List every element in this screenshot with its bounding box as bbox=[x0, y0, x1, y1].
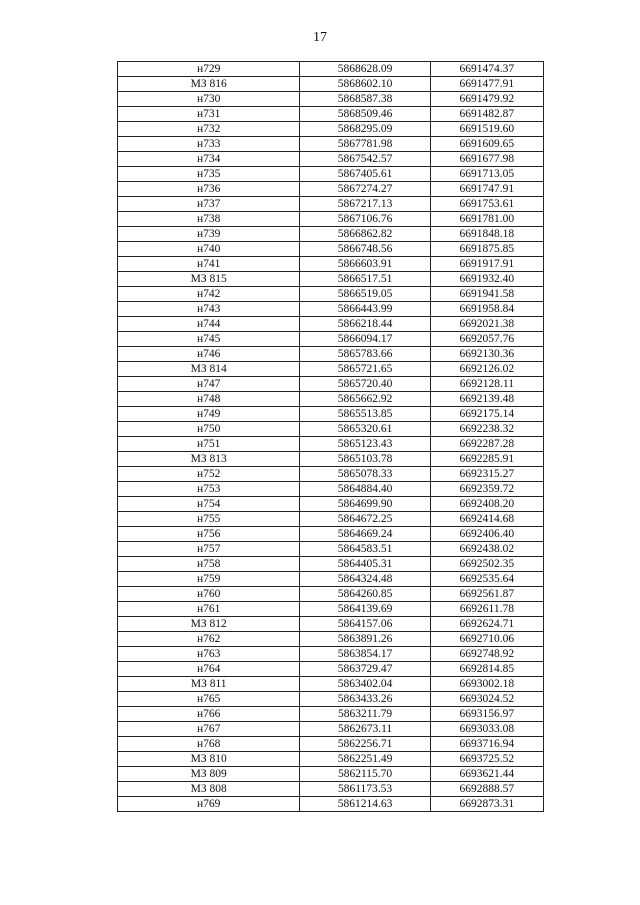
x-coordinate-cell: 5863854.17 bbox=[300, 647, 430, 662]
table-row bbox=[118, 737, 544, 752]
point-name-cell: н736 bbox=[118, 182, 300, 197]
point-name-cell: н758 bbox=[118, 557, 300, 572]
table-row bbox=[118, 242, 544, 257]
point-name-cell: н752 bbox=[118, 467, 300, 482]
point-name-cell: н765 bbox=[118, 692, 300, 707]
y-coordinate-cell: 6692130.36 bbox=[430, 347, 543, 362]
point-name-cell: н745 bbox=[118, 332, 300, 347]
x-coordinate-cell: 5864583.51 bbox=[300, 542, 430, 557]
x-coordinate-cell: 5867781.98 bbox=[300, 137, 430, 152]
y-coordinate-cell: 6691482.87 bbox=[430, 107, 543, 122]
coordinates-table-body bbox=[118, 62, 544, 812]
table-row bbox=[118, 62, 544, 77]
y-coordinate-cell: 6692611.78 bbox=[430, 602, 543, 617]
y-coordinate-cell: 6692359.72 bbox=[430, 482, 543, 497]
table-row bbox=[118, 482, 544, 497]
table-row bbox=[118, 677, 544, 692]
y-coordinate-cell: 6692624.71 bbox=[430, 617, 543, 632]
y-coordinate-cell: 6692408.20 bbox=[430, 497, 543, 512]
y-coordinate-cell: 6692710.06 bbox=[430, 632, 543, 647]
y-coordinate-cell: 6693716.94 bbox=[430, 737, 543, 752]
y-coordinate-cell: 6691747.91 bbox=[430, 182, 543, 197]
x-coordinate-cell: 5865103.78 bbox=[300, 452, 430, 467]
point-name-cell: н753 bbox=[118, 482, 300, 497]
y-coordinate-cell: 6693621.44 bbox=[430, 767, 543, 782]
x-coordinate-cell: 5865078.33 bbox=[300, 467, 430, 482]
table-row bbox=[118, 527, 544, 542]
point-name-cell: н761 bbox=[118, 602, 300, 617]
y-coordinate-cell: 6692748.92 bbox=[430, 647, 543, 662]
table-row bbox=[118, 122, 544, 137]
table-row bbox=[118, 572, 544, 587]
table-row bbox=[118, 767, 544, 782]
point-name-cell: н735 bbox=[118, 167, 300, 182]
table-row bbox=[118, 587, 544, 602]
y-coordinate-cell: 6693156.97 bbox=[430, 707, 543, 722]
y-coordinate-cell: 6692057.76 bbox=[430, 332, 543, 347]
table-row bbox=[118, 332, 544, 347]
x-coordinate-cell: 5861214.63 bbox=[300, 797, 430, 812]
table-row bbox=[118, 692, 544, 707]
x-coordinate-cell: 5865720.40 bbox=[300, 377, 430, 392]
x-coordinate-cell: 5864669.24 bbox=[300, 527, 430, 542]
point-name-cell: н730 bbox=[118, 92, 300, 107]
y-coordinate-cell: 6691958.84 bbox=[430, 302, 543, 317]
point-name-cell: н747 bbox=[118, 377, 300, 392]
y-coordinate-cell: 6692175.14 bbox=[430, 407, 543, 422]
table-row bbox=[118, 782, 544, 797]
x-coordinate-cell: 5866519.05 bbox=[300, 287, 430, 302]
y-coordinate-cell: 6692814.85 bbox=[430, 662, 543, 677]
table-row bbox=[118, 317, 544, 332]
table-row bbox=[118, 707, 544, 722]
table-row bbox=[118, 632, 544, 647]
x-coordinate-cell: 5864324.48 bbox=[300, 572, 430, 587]
point-name-cell: н755 bbox=[118, 512, 300, 527]
x-coordinate-cell: 5863402.04 bbox=[300, 677, 430, 692]
coordinates-table bbox=[117, 61, 544, 812]
x-coordinate-cell: 5865513.85 bbox=[300, 407, 430, 422]
x-coordinate-cell: 5866748.56 bbox=[300, 242, 430, 257]
y-coordinate-cell: 6691781.00 bbox=[430, 212, 543, 227]
x-coordinate-cell: 5864139.69 bbox=[300, 602, 430, 617]
x-coordinate-cell: 5866443.99 bbox=[300, 302, 430, 317]
y-coordinate-cell: 6691713.05 bbox=[430, 167, 543, 182]
x-coordinate-cell: 5868602.10 bbox=[300, 77, 430, 92]
x-coordinate-cell: 5866603.91 bbox=[300, 257, 430, 272]
table-row bbox=[118, 272, 544, 287]
y-coordinate-cell: 6692315.27 bbox=[430, 467, 543, 482]
y-coordinate-cell: 6692414.68 bbox=[430, 512, 543, 527]
point-name-cell: МЗ 809 bbox=[118, 767, 300, 782]
point-name-cell: н734 bbox=[118, 152, 300, 167]
point-name-cell: н741 bbox=[118, 257, 300, 272]
table-row bbox=[118, 752, 544, 767]
point-name-cell: н754 bbox=[118, 497, 300, 512]
x-coordinate-cell: 5868295.09 bbox=[300, 122, 430, 137]
point-name-cell: н766 bbox=[118, 707, 300, 722]
table-row bbox=[118, 92, 544, 107]
y-coordinate-cell: 6692126.02 bbox=[430, 362, 543, 377]
point-name-cell: МЗ 813 bbox=[118, 452, 300, 467]
point-name-cell: МЗ 811 bbox=[118, 677, 300, 692]
y-coordinate-cell: 6691917.91 bbox=[430, 257, 543, 272]
table-row bbox=[118, 287, 544, 302]
y-coordinate-cell: 6692238.32 bbox=[430, 422, 543, 437]
table-row bbox=[118, 422, 544, 437]
x-coordinate-cell: 5864699.90 bbox=[300, 497, 430, 512]
y-coordinate-cell: 6692438.02 bbox=[430, 542, 543, 557]
table-row bbox=[118, 347, 544, 362]
x-coordinate-cell: 5865783.66 bbox=[300, 347, 430, 362]
table-row bbox=[118, 407, 544, 422]
page-number: 17 bbox=[313, 30, 327, 45]
point-name-cell: н748 bbox=[118, 392, 300, 407]
x-coordinate-cell: 5865320.61 bbox=[300, 422, 430, 437]
x-coordinate-cell: 5868587.38 bbox=[300, 92, 430, 107]
point-name-cell: н756 bbox=[118, 527, 300, 542]
x-coordinate-cell: 5867217.13 bbox=[300, 197, 430, 212]
x-coordinate-cell: 5865721.65 bbox=[300, 362, 430, 377]
table-row bbox=[118, 227, 544, 242]
y-coordinate-cell: 6692873.31 bbox=[430, 797, 543, 812]
point-name-cell: н764 bbox=[118, 662, 300, 677]
point-name-cell: н749 bbox=[118, 407, 300, 422]
y-coordinate-cell: 6691848.18 bbox=[430, 227, 543, 242]
point-name-cell: н739 bbox=[118, 227, 300, 242]
point-name-cell: н746 bbox=[118, 347, 300, 362]
point-name-cell: МЗ 814 bbox=[118, 362, 300, 377]
table-row bbox=[118, 167, 544, 182]
point-name-cell: н737 bbox=[118, 197, 300, 212]
x-coordinate-cell: 5863729.47 bbox=[300, 662, 430, 677]
y-coordinate-cell: 6691519.60 bbox=[430, 122, 543, 137]
y-coordinate-cell: 6691479.92 bbox=[430, 92, 543, 107]
y-coordinate-cell: 6692021.38 bbox=[430, 317, 543, 332]
point-name-cell: н750 bbox=[118, 422, 300, 437]
y-coordinate-cell: 6692561.87 bbox=[430, 587, 543, 602]
y-coordinate-cell: 6693002.18 bbox=[430, 677, 543, 692]
table-row bbox=[118, 437, 544, 452]
y-coordinate-cell: 6693725.52 bbox=[430, 752, 543, 767]
y-coordinate-cell: 6692128.11 bbox=[430, 377, 543, 392]
y-coordinate-cell: 6691875.85 bbox=[430, 242, 543, 257]
point-name-cell: н731 bbox=[118, 107, 300, 122]
x-coordinate-cell: 5865662.92 bbox=[300, 392, 430, 407]
y-coordinate-cell: 6691932.40 bbox=[430, 272, 543, 287]
table-row bbox=[118, 542, 544, 557]
table-row bbox=[118, 377, 544, 392]
y-coordinate-cell: 6692406.40 bbox=[430, 527, 543, 542]
table-row bbox=[118, 152, 544, 167]
point-name-cell: н768 bbox=[118, 737, 300, 752]
table-row bbox=[118, 257, 544, 272]
point-name-cell: МЗ 815 bbox=[118, 272, 300, 287]
x-coordinate-cell: 5864260.85 bbox=[300, 587, 430, 602]
table-row bbox=[118, 197, 544, 212]
x-coordinate-cell: 5862256.71 bbox=[300, 737, 430, 752]
table-row bbox=[118, 392, 544, 407]
table-row bbox=[118, 512, 544, 527]
point-name-cell: н769 bbox=[118, 797, 300, 812]
table-row bbox=[118, 722, 544, 737]
x-coordinate-cell: 5868509.46 bbox=[300, 107, 430, 122]
table-row bbox=[118, 302, 544, 317]
point-name-cell: н742 bbox=[118, 287, 300, 302]
point-name-cell: н751 bbox=[118, 437, 300, 452]
x-coordinate-cell: 5866517.51 bbox=[300, 272, 430, 287]
table-row bbox=[118, 452, 544, 467]
table-row bbox=[118, 557, 544, 572]
x-coordinate-cell: 5866094.17 bbox=[300, 332, 430, 347]
point-name-cell: н733 bbox=[118, 137, 300, 152]
x-coordinate-cell: 5867405.61 bbox=[300, 167, 430, 182]
point-name-cell: МЗ 808 bbox=[118, 782, 300, 797]
y-coordinate-cell: 6692285.91 bbox=[430, 452, 543, 467]
x-coordinate-cell: 5866862.82 bbox=[300, 227, 430, 242]
x-coordinate-cell: 5864884.40 bbox=[300, 482, 430, 497]
table-row bbox=[118, 77, 544, 92]
point-name-cell: н740 bbox=[118, 242, 300, 257]
table-row bbox=[118, 497, 544, 512]
point-name-cell: н732 bbox=[118, 122, 300, 137]
point-name-cell: МЗ 816 bbox=[118, 77, 300, 92]
y-coordinate-cell: 6691677.98 bbox=[430, 152, 543, 167]
table-row bbox=[118, 362, 544, 377]
x-coordinate-cell: 5867106.76 bbox=[300, 212, 430, 227]
x-coordinate-cell: 5867542.57 bbox=[300, 152, 430, 167]
x-coordinate-cell: 5861173.53 bbox=[300, 782, 430, 797]
point-name-cell: н763 bbox=[118, 647, 300, 662]
x-coordinate-cell: 5862115.70 bbox=[300, 767, 430, 782]
x-coordinate-cell: 5862673.11 bbox=[300, 722, 430, 737]
x-coordinate-cell: 5864157.06 bbox=[300, 617, 430, 632]
point-name-cell: н743 bbox=[118, 302, 300, 317]
point-name-cell: МЗ 810 bbox=[118, 752, 300, 767]
x-coordinate-cell: 5863891.26 bbox=[300, 632, 430, 647]
table-row bbox=[118, 212, 544, 227]
table-row bbox=[118, 602, 544, 617]
x-coordinate-cell: 5862251.49 bbox=[300, 752, 430, 767]
point-name-cell: н738 bbox=[118, 212, 300, 227]
y-coordinate-cell: 6692139.48 bbox=[430, 392, 543, 407]
table-row bbox=[118, 647, 544, 662]
y-coordinate-cell: 6691609.65 bbox=[430, 137, 543, 152]
point-name-cell: н757 bbox=[118, 542, 300, 557]
x-coordinate-cell: 5863211.79 bbox=[300, 707, 430, 722]
point-name-cell: н762 bbox=[118, 632, 300, 647]
point-name-cell: МЗ 812 bbox=[118, 617, 300, 632]
table-row bbox=[118, 137, 544, 152]
x-coordinate-cell: 5865123.43 bbox=[300, 437, 430, 452]
point-name-cell: н760 bbox=[118, 587, 300, 602]
x-coordinate-cell: 5866218.44 bbox=[300, 317, 430, 332]
y-coordinate-cell: 6693033.08 bbox=[430, 722, 543, 737]
point-name-cell: н729 bbox=[118, 62, 300, 77]
table-row bbox=[118, 617, 544, 632]
x-coordinate-cell: 5868628.09 bbox=[300, 62, 430, 77]
table-row bbox=[118, 662, 544, 677]
y-coordinate-cell: 6692888.57 bbox=[430, 782, 543, 797]
y-coordinate-cell: 6692502.35 bbox=[430, 557, 543, 572]
table-row bbox=[118, 107, 544, 122]
y-coordinate-cell: 6692287.28 bbox=[430, 437, 543, 452]
table-row bbox=[118, 182, 544, 197]
table-row bbox=[118, 467, 544, 482]
y-coordinate-cell: 6692535.64 bbox=[430, 572, 543, 587]
x-coordinate-cell: 5863433.26 bbox=[300, 692, 430, 707]
x-coordinate-cell: 5867274.27 bbox=[300, 182, 430, 197]
table-row bbox=[118, 797, 544, 812]
x-coordinate-cell: 5864672.25 bbox=[300, 512, 430, 527]
x-coordinate-cell: 5864405.31 bbox=[300, 557, 430, 572]
y-coordinate-cell: 6691941.58 bbox=[430, 287, 543, 302]
y-coordinate-cell: 6693024.52 bbox=[430, 692, 543, 707]
point-name-cell: н767 bbox=[118, 722, 300, 737]
y-coordinate-cell: 6691477.91 bbox=[430, 77, 543, 92]
point-name-cell: н759 bbox=[118, 572, 300, 587]
y-coordinate-cell: 6691474.37 bbox=[430, 62, 543, 77]
point-name-cell: н744 bbox=[118, 317, 300, 332]
y-coordinate-cell: 6691753.61 bbox=[430, 197, 543, 212]
